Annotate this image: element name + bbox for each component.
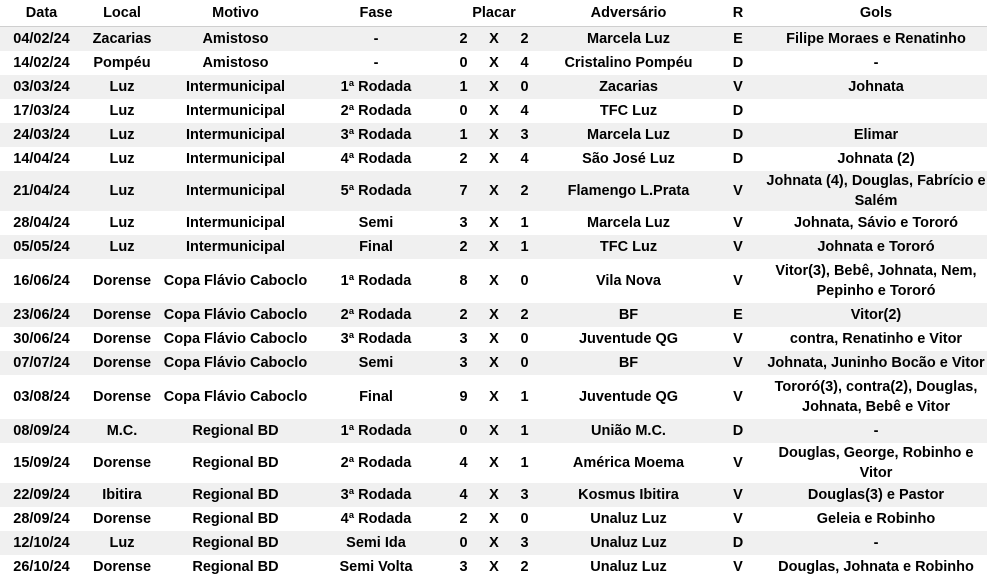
- table-row: [0, 419, 987, 443]
- cell-data: 28/09/24: [0, 507, 83, 531]
- cell-placar-x: X: [485, 259, 503, 303]
- cell-gols-pro: 2: [442, 235, 485, 259]
- cell-motivo: Intermunicipal: [161, 75, 310, 99]
- cell-resultado: V: [711, 327, 765, 351]
- cell-local: Dorense: [83, 303, 161, 327]
- cell-adversario: São José Luz: [546, 147, 711, 171]
- cell-resultado: V: [711, 75, 765, 99]
- cell-local: Pompéu: [83, 51, 161, 75]
- cell-gols-pro: 3: [442, 351, 485, 375]
- cell-placar-x: X: [485, 483, 503, 507]
- cell-placar-x: X: [485, 327, 503, 351]
- cell-resultado: V: [711, 375, 765, 419]
- cell-motivo: Copa Flávio Caboclo: [161, 327, 310, 351]
- cell-local: Zacarias: [83, 27, 161, 52]
- cell-adversario: Zacarias: [546, 75, 711, 99]
- cell-gols-pro: 3: [442, 327, 485, 351]
- cell-local: Luz: [83, 123, 161, 147]
- table-row: [0, 235, 987, 259]
- cell-gols-pro: 7: [442, 171, 485, 211]
- cell-adversario: Flamengo L.Prata: [546, 171, 711, 211]
- cell-placar-x: X: [485, 303, 503, 327]
- cell-placar-x: X: [485, 51, 503, 75]
- cell-data: 16/06/24: [0, 259, 83, 303]
- cell-adversario: Unaluz Luz: [546, 531, 711, 555]
- cell-local: Dorense: [83, 351, 161, 375]
- cell-local: Luz: [83, 171, 161, 211]
- cell-goleadores: Elimar: [765, 123, 987, 147]
- cell-adversario: Marcela Luz: [546, 27, 711, 52]
- cell-placar-x: X: [485, 235, 503, 259]
- cell-gols-pro: 2: [442, 303, 485, 327]
- header-resultado: R: [711, 0, 765, 27]
- cell-gols-pro: 0: [442, 99, 485, 123]
- table-row: [0, 375, 987, 419]
- cell-gols-pro: 9: [442, 375, 485, 419]
- cell-goleadores: contra, Renatinho e Vitor: [765, 327, 987, 351]
- cell-gols-contra: 0: [503, 507, 546, 531]
- cell-gols-pro: 1: [442, 75, 485, 99]
- cell-motivo: Regional BD: [161, 531, 310, 555]
- cell-gols-contra: 0: [503, 351, 546, 375]
- table-row: [0, 51, 987, 75]
- cell-goleadores: Vitor(2): [765, 303, 987, 327]
- cell-data: 12/10/24: [0, 531, 83, 555]
- cell-goleadores: Douglas(3) e Pastor: [765, 483, 987, 507]
- cell-fase: Semi Ida: [310, 531, 442, 555]
- cell-adversario: BF: [546, 351, 711, 375]
- cell-adversario: TFC Luz: [546, 235, 711, 259]
- cell-gols-contra: 4: [503, 147, 546, 171]
- cell-gols-contra: 1: [503, 443, 546, 483]
- cell-goleadores: [765, 99, 987, 123]
- table-row: [0, 211, 987, 235]
- cell-resultado: V: [711, 171, 765, 211]
- cell-placar-x: X: [485, 171, 503, 211]
- cell-gols-pro: 2: [442, 27, 485, 52]
- cell-gols-contra: 1: [503, 211, 546, 235]
- cell-gols-pro: 2: [442, 147, 485, 171]
- cell-local: Luz: [83, 235, 161, 259]
- cell-resultado: V: [711, 259, 765, 303]
- cell-data: 08/09/24: [0, 419, 83, 443]
- cell-adversario: Marcela Luz: [546, 211, 711, 235]
- cell-gols-pro: 8: [442, 259, 485, 303]
- cell-placar-x: X: [485, 211, 503, 235]
- cell-resultado: V: [711, 483, 765, 507]
- cell-adversario: Juventude QG: [546, 327, 711, 351]
- cell-data: 23/06/24: [0, 303, 83, 327]
- cell-motivo: Intermunicipal: [161, 171, 310, 211]
- header-data: Data: [0, 0, 83, 27]
- cell-motivo: Amistoso: [161, 51, 310, 75]
- cell-adversario: Vila Nova: [546, 259, 711, 303]
- cell-gols-contra: 3: [503, 483, 546, 507]
- cell-gols-pro: 0: [442, 51, 485, 75]
- header-fase: Fase: [310, 0, 442, 27]
- cell-gols-contra: 3: [503, 123, 546, 147]
- cell-data: 07/07/24: [0, 351, 83, 375]
- cell-motivo: Regional BD: [161, 507, 310, 531]
- cell-motivo: Regional BD: [161, 555, 310, 579]
- cell-goleadores: -: [765, 51, 987, 75]
- cell-resultado: D: [711, 147, 765, 171]
- cell-placar-x: X: [485, 531, 503, 555]
- cell-resultado: D: [711, 531, 765, 555]
- cell-local: Dorense: [83, 443, 161, 483]
- cell-goleadores: Vitor(3), Bebê, Johnata, Nem, Pepinho e Tororó: [765, 259, 987, 303]
- cell-adversario: Kosmus Ibitira: [546, 483, 711, 507]
- cell-placar-x: X: [485, 443, 503, 483]
- cell-resultado: V: [711, 555, 765, 579]
- cell-fase: 5ª Rodada: [310, 171, 442, 211]
- cell-placar-x: X: [485, 27, 503, 52]
- cell-fase: Final: [310, 375, 442, 419]
- cell-placar-x: X: [485, 419, 503, 443]
- cell-gols-contra: 2: [503, 303, 546, 327]
- cell-goleadores: Douglas, George, Robinho e Vitor: [765, 443, 987, 483]
- cell-resultado: V: [711, 351, 765, 375]
- table-row: [0, 123, 987, 147]
- cell-gols-pro: 2: [442, 507, 485, 531]
- header-local: Local: [83, 0, 161, 27]
- cell-local: Dorense: [83, 507, 161, 531]
- cell-resultado: D: [711, 419, 765, 443]
- cell-local: Dorense: [83, 327, 161, 351]
- table-row: [0, 147, 987, 171]
- cell-goleadores: Douglas, Johnata e Robinho: [765, 555, 987, 579]
- cell-adversario: Cristalino Pompéu: [546, 51, 711, 75]
- cell-goleadores: -: [765, 419, 987, 443]
- cell-gols-contra: 2: [503, 27, 546, 52]
- cell-goleadores: Johnata, Sávio e Tororó: [765, 211, 987, 235]
- cell-fase: 4ª Rodada: [310, 507, 442, 531]
- cell-data: 15/09/24: [0, 443, 83, 483]
- table-row: [0, 303, 987, 327]
- cell-motivo: Copa Flávio Caboclo: [161, 303, 310, 327]
- cell-adversario: Unaluz Luz: [546, 507, 711, 531]
- cell-resultado: D: [711, 51, 765, 75]
- cell-local: Luz: [83, 75, 161, 99]
- cell-gols-pro: 3: [442, 555, 485, 579]
- cell-motivo: Regional BD: [161, 483, 310, 507]
- cell-fase: 2ª Rodada: [310, 303, 442, 327]
- cell-motivo: Regional BD: [161, 443, 310, 483]
- cell-resultado: V: [711, 235, 765, 259]
- cell-fase: 3ª Rodada: [310, 123, 442, 147]
- cell-gols-contra: 4: [503, 99, 546, 123]
- cell-placar-x: X: [485, 375, 503, 419]
- table-row: [0, 259, 987, 303]
- table-row: [0, 507, 987, 531]
- cell-adversario: BF: [546, 303, 711, 327]
- cell-adversario: Marcela Luz: [546, 123, 711, 147]
- cell-gols-contra: 1: [503, 375, 546, 419]
- cell-placar-x: X: [485, 75, 503, 99]
- cell-motivo: Intermunicipal: [161, 235, 310, 259]
- cell-data: 30/06/24: [0, 327, 83, 351]
- cell-goleadores: Tororó(3), contra(2), Douglas, Johnata, Bebê e Vitor: [765, 375, 987, 419]
- cell-local: M.C.: [83, 419, 161, 443]
- cell-resultado: V: [711, 211, 765, 235]
- cell-goleadores: Filipe Moraes e Renatinho: [765, 27, 987, 52]
- cell-goleadores: Geleia e Robinho: [765, 507, 987, 531]
- header-gols: Gols: [765, 0, 987, 27]
- cell-motivo: Intermunicipal: [161, 99, 310, 123]
- cell-local: Luz: [83, 211, 161, 235]
- cell-fase: Final: [310, 235, 442, 259]
- cell-placar-x: X: [485, 555, 503, 579]
- cell-gols-contra: 1: [503, 235, 546, 259]
- cell-goleadores: Johnata (4), Douglas, Fabrício e Salém: [765, 171, 987, 211]
- cell-goleadores: Johnata: [765, 75, 987, 99]
- cell-local: Ibitira: [83, 483, 161, 507]
- cell-motivo: Regional BD: [161, 419, 310, 443]
- table-row: [0, 99, 987, 123]
- table-row: [0, 351, 987, 375]
- table-row: [0, 327, 987, 351]
- cell-gols-pro: 3: [442, 211, 485, 235]
- cell-gols-pro: 1: [442, 123, 485, 147]
- cell-gols-pro: 0: [442, 531, 485, 555]
- header-row: [0, 0, 987, 27]
- cell-placar-x: X: [485, 147, 503, 171]
- cell-placar-x: X: [485, 351, 503, 375]
- cell-resultado: D: [711, 99, 765, 123]
- cell-adversario: TFC Luz: [546, 99, 711, 123]
- cell-data: 26/10/24: [0, 555, 83, 579]
- cell-placar-x: X: [485, 507, 503, 531]
- cell-local: Dorense: [83, 555, 161, 579]
- cell-resultado: E: [711, 303, 765, 327]
- cell-data: 14/02/24: [0, 51, 83, 75]
- cell-placar-x: X: [485, 99, 503, 123]
- cell-data: 21/04/24: [0, 171, 83, 211]
- cell-adversario: Juventude QG: [546, 375, 711, 419]
- header-motivo: Motivo: [161, 0, 310, 27]
- cell-data: 22/09/24: [0, 483, 83, 507]
- cell-goleadores: -: [765, 531, 987, 555]
- cell-data: 03/08/24: [0, 375, 83, 419]
- cell-gols-contra: 0: [503, 259, 546, 303]
- cell-data: 28/04/24: [0, 211, 83, 235]
- cell-motivo: Amistoso: [161, 27, 310, 52]
- cell-resultado: D: [711, 123, 765, 147]
- cell-adversario: Unaluz Luz: [546, 555, 711, 579]
- cell-data: 14/04/24: [0, 147, 83, 171]
- table-body: [0, 27, 987, 579]
- cell-local: Luz: [83, 531, 161, 555]
- table-row: [0, 443, 987, 483]
- table-row: [0, 27, 987, 52]
- cell-fase: -: [310, 51, 442, 75]
- cell-fase: 2ª Rodada: [310, 99, 442, 123]
- cell-motivo: Copa Flávio Caboclo: [161, 351, 310, 375]
- cell-goleadores: Johnata, Juninho Bocão e Vitor: [765, 351, 987, 375]
- cell-data: 03/03/24: [0, 75, 83, 99]
- cell-local: Dorense: [83, 375, 161, 419]
- cell-gols-contra: 2: [503, 555, 546, 579]
- cell-motivo: Intermunicipal: [161, 211, 310, 235]
- cell-local: Luz: [83, 99, 161, 123]
- cell-local: Luz: [83, 147, 161, 171]
- cell-gols-contra: 4: [503, 51, 546, 75]
- cell-adversario: União M.C.: [546, 419, 711, 443]
- cell-fase: 1ª Rodada: [310, 259, 442, 303]
- cell-fase: Semi: [310, 351, 442, 375]
- cell-data: 24/03/24: [0, 123, 83, 147]
- cell-data: 05/05/24: [0, 235, 83, 259]
- cell-resultado: V: [711, 443, 765, 483]
- cell-fase: 1ª Rodada: [310, 419, 442, 443]
- cell-gols-contra: 0: [503, 327, 546, 351]
- cell-gols-contra: 3: [503, 531, 546, 555]
- cell-gols-pro: 4: [442, 483, 485, 507]
- cell-fase: Semi: [310, 211, 442, 235]
- table-row: [0, 531, 987, 555]
- cell-local: Dorense: [83, 259, 161, 303]
- cell-motivo: Copa Flávio Caboclo: [161, 375, 310, 419]
- cell-fase: 2ª Rodada: [310, 443, 442, 483]
- table-row: [0, 171, 987, 211]
- cell-gols-contra: 2: [503, 171, 546, 211]
- header-placar: Placar: [442, 0, 546, 27]
- header-adversario: Adversário: [546, 0, 711, 27]
- cell-fase: 3ª Rodada: [310, 327, 442, 351]
- cell-fase: Semi Volta: [310, 555, 442, 579]
- cell-fase: 1ª Rodada: [310, 75, 442, 99]
- cell-motivo: Intermunicipal: [161, 147, 310, 171]
- cell-motivo: Copa Flávio Caboclo: [161, 259, 310, 303]
- cell-gols-contra: 0: [503, 75, 546, 99]
- table-row: [0, 483, 987, 507]
- cell-fase: 3ª Rodada: [310, 483, 442, 507]
- cell-data: 04/02/24: [0, 27, 83, 52]
- cell-gols-contra: 1: [503, 419, 546, 443]
- cell-adversario: América Moema: [546, 443, 711, 483]
- cell-resultado: V: [711, 507, 765, 531]
- cell-placar-x: X: [485, 123, 503, 147]
- cell-gols-pro: 4: [442, 443, 485, 483]
- cell-fase: 4ª Rodada: [310, 147, 442, 171]
- table-row: [0, 555, 987, 579]
- cell-goleadores: Johnata e Tororó: [765, 235, 987, 259]
- cell-motivo: Intermunicipal: [161, 123, 310, 147]
- cell-fase: -: [310, 27, 442, 52]
- cell-data: 17/03/24: [0, 99, 83, 123]
- table-row: [0, 75, 987, 99]
- cell-gols-pro: 0: [442, 419, 485, 443]
- cell-resultado: E: [711, 27, 765, 52]
- cell-goleadores: Johnata (2): [765, 147, 987, 171]
